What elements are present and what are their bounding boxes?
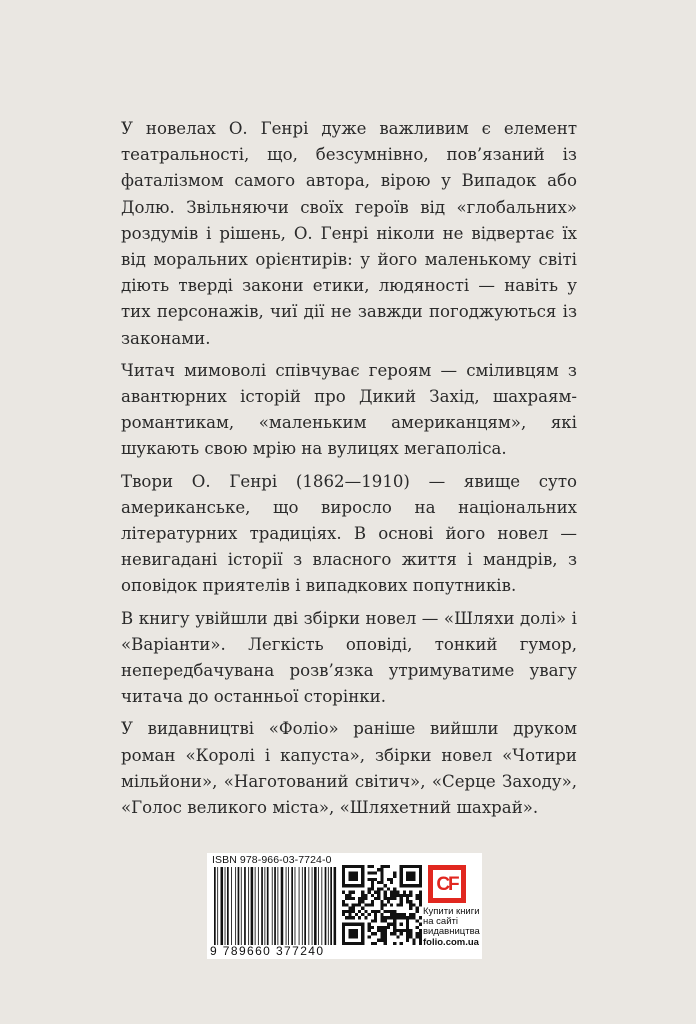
isbn-label: ISBN 978-966-03-7724-0 <box>212 854 332 866</box>
buy-line-2: на сайті <box>423 916 458 928</box>
paragraph-2: Читач мимоволі співчуває героям — сміливцям з авантюрних історій про Дикий Захід, шахраям-романтикам, «маленьким американцям», які шукають свою мрію на вулицях мегаполіса. <box>121 360 577 459</box>
paragraph-4: В книгу увійшли дві збірки новел — «Шляхи долі» і «Варіанти». Легкість оповіді, тонкий гумор, непередбачувана розв’язка утримуватиме увагу читача до останньої сторінки. <box>121 608 577 707</box>
buy-online-text <box>423 907 481 948</box>
barcode-panel <box>207 853 482 959</box>
buy-line-1: Купити книги <box>423 906 480 917</box>
paragraph-3: Твори О. Генрі (1862—1910) — явище суто американське, що виросло на національних літературних традиціях. В основі його новел — невигадані історії з власного життя і мандрів, з оповідок приятелів і випадкових попутників. <box>121 471 577 596</box>
paragraph-5: У видавництві «Фоліо» раніше вийшли друком роман «Королі і капуста», збірки новел «Чотири мільйони», «Наготований світич», «Серце Заходу», «Голос великого міста», «Шляхетний шахрай». <box>121 719 577 818</box>
barcode-icon <box>212 867 338 945</box>
logo-text: CF <box>436 873 458 895</box>
annotation-text <box>121 116 577 827</box>
barcode-digits: 9 789660 377240 <box>210 944 325 958</box>
publisher-site-link[interactable]: folio.com.ua <box>423 936 479 948</box>
buy-line-3: видавництва <box>423 926 480 938</box>
paragraph-1: У новелах О. Генрі дуже важливим є елемент театральності, що, безсумнівно, пов’язаний із фаталізмом самого автора, вірою у Випадок або Долю. Звільняючи своїх героїв від «глобальних» роздумів і рішень, О. Генрі ніколи не відвертає їх від моральних орієнтирів: у його маленькому світі діють тверді закони етики, людяності — навіть у тих персонажів, чиї дії не завжди погоджуються із законами. <box>121 119 577 348</box>
publisher-logo <box>428 865 466 903</box>
qr-code-icon[interactable] <box>342 865 422 945</box>
